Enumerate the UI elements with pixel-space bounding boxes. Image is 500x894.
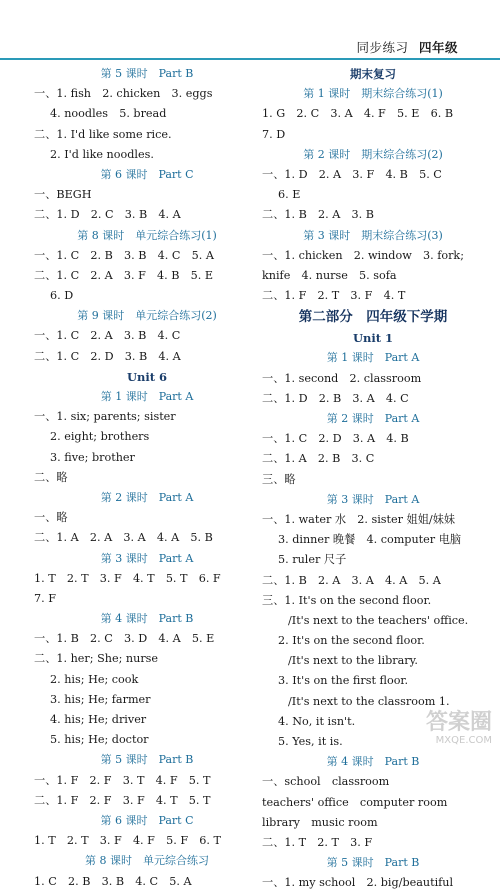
answer-line: 4. his; He; driver: [50, 713, 147, 726]
answer-line: 二、1. I'd like some rice.: [34, 127, 172, 141]
watermark-url: MXQE.COM: [435, 735, 492, 746]
answer-line: 二、1. D 2. C 3. B 4. A: [34, 208, 181, 222]
answer-line: 3. It's on the first floor.: [278, 674, 409, 688]
answer-line: 一、1. chicken 2. window 3. fork;: [262, 248, 464, 262]
answer-line: 二、1. B 2. A 3. A 4. A 5. A: [262, 573, 441, 587]
answer-line: 二、1. D 2. B 3. A 4. C: [262, 391, 409, 405]
answer-line: 1. G 2. C 3. A 4. F 5. E 6. B: [262, 107, 454, 121]
answer-line: 一、1. six; parents; sister: [34, 410, 176, 424]
answer-line: 一、1. C 2. B 3. B 4. C 5. A: [34, 248, 214, 262]
section-heading: 第 8 课时 单元综合练习(1): [77, 228, 217, 242]
answer-line: 一、BEGH: [34, 188, 92, 202]
section-heading: 第 5 课时 Part B: [100, 67, 194, 80]
section-heading: 第 2 课时 期末综合练习(2): [303, 147, 443, 161]
section-heading: 第 3 课时 Part A: [326, 492, 420, 506]
answer-line: 7. D: [262, 127, 286, 141]
answer-line: 1. T 2. T 3. F 4. T 5. T 6. F: [34, 571, 221, 585]
answer-line: 5. Yes, it is.: [278, 735, 343, 748]
answer-line: 一、school classroom: [262, 775, 390, 789]
answer-line: 1. T 2. T 3. F 4. F 5. F 6. T: [34, 834, 221, 848]
section-heading: 第 9 课时 单元综合练习(2): [77, 309, 217, 323]
header-divider: [0, 58, 500, 60]
section-heading: 第 1 课时 期末综合练习(1): [303, 87, 443, 101]
answer-line: 3. five; brother: [50, 450, 135, 464]
answer-line: 2. It's on the second floor.: [278, 634, 425, 648]
answer-line: 5. his; He; doctor: [50, 733, 149, 747]
answer-line: 三、1. It's on the second floor.: [262, 593, 432, 607]
answer-line: 二、1. T 2. T 3. F: [262, 835, 373, 849]
section-heading: 第 6 课时 Part C: [100, 167, 194, 181]
answer-line: 二、1. C 2. D 3. B 4. A: [34, 349, 181, 363]
answer-line: 二、1. F 2. F 3. F 4. T 5. T: [34, 793, 211, 807]
answer-line: 3. dinner 晚餐 4. computer 电脑: [278, 533, 462, 547]
answer-line: 4. No, it isn't.: [278, 714, 356, 728]
answer-line: teachers' office computer room: [262, 795, 448, 809]
answer-line: 4. noodles 5. bread: [50, 107, 167, 121]
answer-line: 二、1. C 2. A 3. F 4. B 5. E: [34, 268, 214, 282]
answer-line: 三、略: [262, 472, 296, 486]
watermark-mark: 答案圈: [425, 710, 492, 735]
section-heading: 第 5 课时 Part B: [326, 856, 420, 870]
answer-line: 一、略: [34, 511, 68, 525]
section-heading: 第 4 课时 Part B: [326, 755, 420, 769]
answer-line: 1. C 2. B 3. B 4. C 5. A: [34, 874, 192, 888]
answer-line: 二、1. A 2. A 3. A 4. A 5. B: [34, 531, 213, 545]
section-heading: 第 1 课时 Part A: [326, 351, 420, 365]
answer-line: 5. ruler 尺子: [278, 553, 347, 567]
left-answer-column: [34, 64, 260, 892]
answer-line: 3. his; He; farmer: [50, 692, 151, 706]
answer-line: 一、1. C 2. D 3. A 4. B: [262, 432, 409, 446]
section-heading: 第 1 课时 Part A: [100, 390, 194, 403]
answer-line: 一、1. my school 2. big/beautiful: [262, 876, 454, 890]
answer-line: /It's next to the library.: [288, 654, 418, 668]
answer-line: 7. F: [34, 591, 56, 605]
answer-line: 2. his; He; cook: [50, 672, 139, 686]
answer-line: 2. I'd like noodles.: [50, 147, 154, 161]
answer-line: 一、1. B 2. C 3. D 4. A 5. E: [34, 632, 215, 646]
answer-line: 一、1. fish 2. chicken 3. eggs: [34, 87, 213, 101]
section-heading: 期末复习: [350, 67, 396, 81]
section-heading: 第 8 课时 单元综合练习: [85, 854, 209, 868]
watermark-logo: [400, 711, 492, 755]
answer-line: 6. D: [50, 289, 74, 303]
book-title: 同步练习: [356, 40, 409, 55]
section-heading: Unit 6: [126, 369, 168, 384]
section-heading: 第 5 课时 Part B: [100, 753, 194, 767]
answer-line: knife 4. nurse 5. sofa: [262, 268, 397, 282]
answer-line: 二、1. A 2. B 3. C: [262, 452, 375, 466]
answer-line: /It's next to the teachers' office.: [288, 613, 469, 627]
section-heading: 第 3 课时 期末综合练习(3): [303, 228, 443, 242]
answer-line: 2. eight; brothers: [50, 430, 150, 444]
answer-line: 一、1. C 2. A 3. B 4. C: [34, 329, 181, 343]
page-header: [356, 38, 458, 56]
answer-line: 一、1. F 2. F 3. T 4. F 5. T: [34, 773, 211, 787]
answer-line: /It's next to the classroom 1.: [288, 694, 450, 708]
answer-line: 二、略: [34, 470, 68, 484]
right-answer-column: [262, 64, 484, 894]
answer-line: 6. E: [278, 188, 301, 202]
answer-line: 一、1. D 2. A 3. F 4. B 5. C: [262, 167, 442, 181]
section-heading: 第 6 课时 Part C: [100, 813, 194, 827]
answer-line: 二、1. B 2. A 3. B: [262, 208, 374, 222]
answer-line: library music room: [262, 815, 378, 829]
section-heading: Unit 1: [352, 331, 394, 346]
answer-line: 一、1. second 2. classroom: [262, 371, 422, 385]
grade-label: 四年级: [418, 40, 458, 55]
section-heading: 第 2 课时 Part A: [326, 412, 420, 425]
answer-line: 二、1. F 2. T 3. F 4. T: [262, 289, 406, 303]
section-heading: 第 3 课时 Part A: [100, 551, 194, 565]
answer-line: 二、1. her; She; nurse: [34, 652, 159, 666]
section-heading: 第 2 课时 Part A: [100, 490, 194, 504]
answer-line: 一、1. water 水 2. sister 姐姐/妹妹: [262, 512, 456, 526]
section-heading: 第 4 课时 Part B: [100, 612, 194, 626]
section-heading: 第二部分 四年级下学期: [298, 309, 448, 326]
